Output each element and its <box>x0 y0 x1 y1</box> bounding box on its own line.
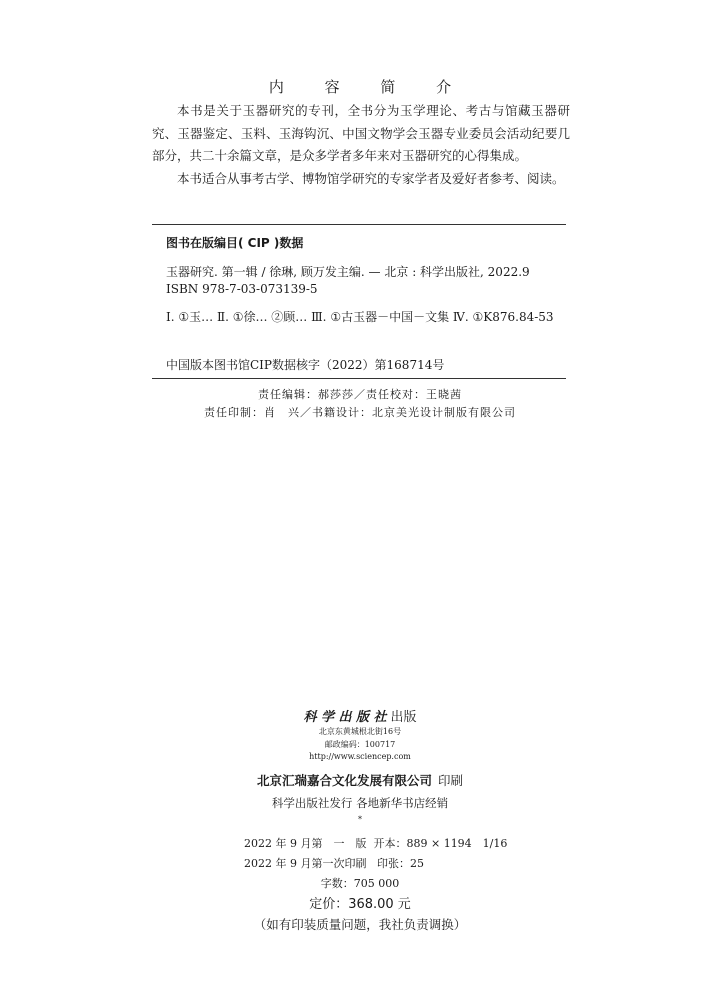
printer-suffix: 印刷 <box>438 773 464 788</box>
edition-text: 2022 年 9 月第 一 版 <box>244 837 367 850</box>
intro-paragraph: 本书是关于玉器研究的专刊，全书分为玉学理论、考古与馆藏玉器研究、玉器鉴定、玉料、玉海钩沉、中国文物学会玉器专业委员会活动纪要几部分，共二十余篇文章，是众多学者多年来对玉器研究的心得集成。 <box>152 103 570 163</box>
cip-check-number: 中国版本图书馆CIP数据核字（2022）第168714号 <box>166 358 445 372</box>
sheets-text: 印张：25 <box>376 857 424 870</box>
cip-bottom-rule <box>152 378 566 379</box>
publisher-logo-text: 科 学 出 版 社 <box>303 710 387 725</box>
intro-body <box>152 100 570 190</box>
quality-note: （如有印装质量问题，我社负责调换） <box>253 917 467 932</box>
cip-heading: 图书在版编目( CIP )数据 <box>166 236 304 250</box>
printing-text: 2022 年 9 月第一次印刷 <box>244 857 367 870</box>
credits-production-line: 责任印制：肖 兴／书籍设计：北京美光设计制版有限公司 <box>204 406 516 419</box>
publisher-postcode: 邮政编码：100717 <box>324 740 396 749</box>
separator-star: * <box>358 815 362 824</box>
printer-name: 北京汇瑞嘉合文化发展有限公司 <box>256 773 432 788</box>
edition-row <box>244 835 507 851</box>
word-count: 字数：705 000 <box>320 877 400 890</box>
printer-line <box>0 771 720 789</box>
distribution-line: 科学出版社发行 各地新华书店经销 <box>271 796 449 810</box>
price: 定价：368.00 元 <box>309 897 411 912</box>
cip-title-line: 玉器研究. 第一辑 / 徐琳, 顾万发主编. — 北京 : 科学出版社, 2022.9 <box>166 265 530 279</box>
cip-isbn: ISBN 978-7-03-073139-5 <box>166 282 318 296</box>
publisher-website: http://www.sciencep.com <box>309 752 411 761</box>
cip-classification: Ⅰ. ①玉… Ⅱ. ①徐… ②顾… Ⅲ. ①古玉器－中国－文集 Ⅳ. ①K876.84-53 <box>166 310 554 324</box>
publisher-name <box>0 706 720 725</box>
cip-top-rule <box>152 224 566 225</box>
intro-paragraph: 本书适合从事考古学、博物馆学研究的专家学者及爱好者参考、阅读。 <box>177 170 565 186</box>
format-text: 开本：889 × 1194 1/16 <box>373 837 508 850</box>
publisher-address: 北京东黄城根北街16号 <box>318 727 402 736</box>
credits-editor-line: 责任编辑：郝莎莎／责任校对：王晓茜 <box>258 388 462 401</box>
intro-heading: 内 容 简 介 <box>268 78 470 96</box>
publisher-suffix: 出版 <box>390 710 417 725</box>
printing-row <box>244 855 424 871</box>
